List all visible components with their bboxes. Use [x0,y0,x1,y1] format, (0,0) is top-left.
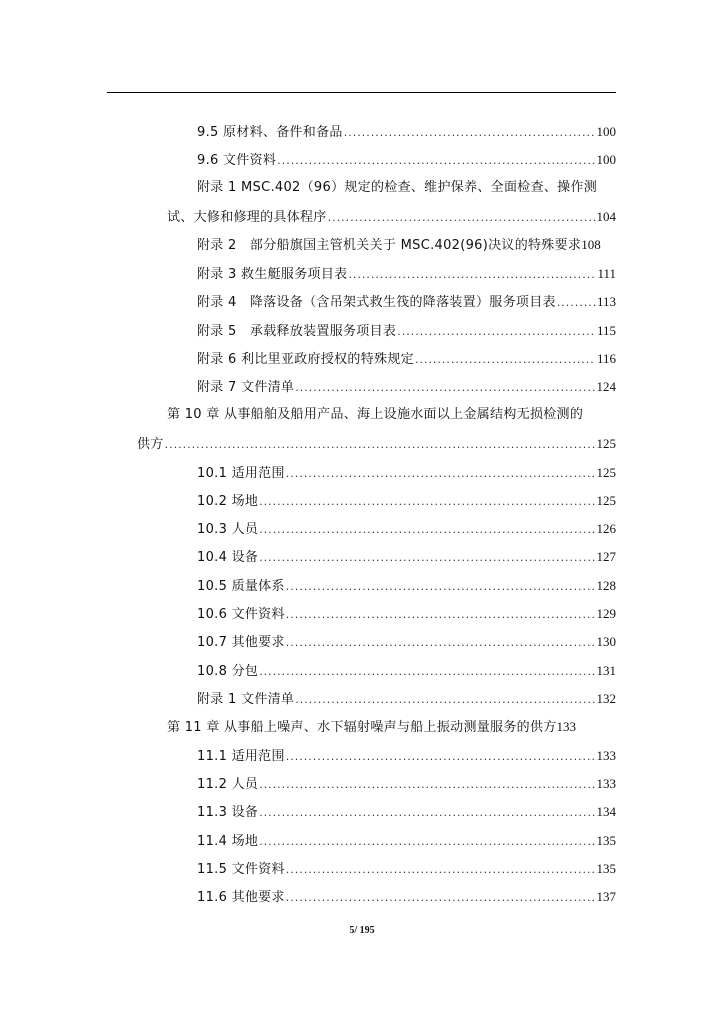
toc-entry[interactable] [197,746,616,766]
toc-entry[interactable] [197,491,616,511]
toc-leader-dots [259,832,595,852]
toc-entry-page: 133 [556,719,577,734]
toc-entry-page: 130 [596,634,616,649]
toc-entry-page: 116 [596,351,616,366]
toc-entry-title: 11.3 设备 [197,805,259,820]
toc-leader-dots [259,548,595,568]
toc-entry-page: 135 [596,833,616,848]
toc-entry[interactable] [197,887,616,907]
toc-entry-title: 供方 [137,437,164,452]
toc-entry[interactable] [197,576,616,596]
toc-entry-title: 9.5 原材料、备件和备品 [197,125,343,140]
toc-entry[interactable] [197,661,616,681]
toc-entry-title: 10.6 文件资料 [197,607,285,622]
toc-entry-title: 附录 3 救生艇服务项目表 [197,267,348,282]
toc-entry[interactable] [197,604,616,624]
toc-entry[interactable] [197,547,616,567]
toc-leader-dots [259,662,595,682]
toc-entry-page: 113 [596,294,616,309]
toc-entry[interactable] [197,831,616,851]
toc-leader-dots [259,775,595,795]
toc-leader-dots [165,435,596,455]
toc-entry[interactable] [197,689,616,709]
toc-entry-page: 133 [596,748,616,763]
toc-entry-title: 10.3 人员 [197,522,259,537]
toc-entry-page: 131 [596,663,616,678]
toc-entry[interactable] [197,321,616,341]
toc-entry-title: 附录 4 降落设备（含吊架式救生筏的降落装置）服务项目表 [197,295,556,310]
toc-entry-title: 11.1 适用范围 [197,749,285,764]
toc-leader-dots [328,208,596,228]
toc-entry[interactable] [167,207,616,227]
toc-entry[interactable] [197,859,616,879]
toc-entry-page: 125 [596,493,616,508]
toc-entry-title: 10.2 场地 [197,494,259,509]
toc-entry-page: 137 [596,889,616,904]
toc-entry-title: 11.5 文件资料 [197,862,285,877]
toc-entry-page: 125 [596,436,616,451]
toc-leader-dots [259,520,595,540]
toc-chapter-wrapped-title[interactable]: 第 10 章 从事船舶及船用产品、海上设施水面以上金属结构无损检测的 [167,407,584,422]
toc-leader-dots [286,747,596,767]
toc-entry[interactable] [197,802,616,822]
toc-entry[interactable] [197,264,616,284]
toc-leader-dots [397,322,596,342]
toc-entry-page: 124 [596,379,616,394]
toc-entry[interactable] [197,377,616,397]
toc-leader-dots [295,378,595,398]
toc-entry[interactable] [197,235,622,255]
toc-entry-title: 10.1 适用范围 [197,466,285,481]
toc-entry-page: 111 [597,266,616,281]
toc-entry[interactable] [197,632,616,652]
toc-leader-dots [415,350,596,370]
toc-entry-wrapped-title[interactable]: 附录 1 MSC.402（96）规定的检查、维护保养、全面检查、操作测 [197,180,598,195]
toc-entry-title: 10.5 质量体系 [197,579,285,594]
toc-leader-dots [259,803,595,823]
toc-leader-dots [295,690,595,710]
toc-entry-title: 试、大修和修理的具体程序 [167,210,327,225]
toc-entry-page: 135 [596,861,616,876]
toc-entry-page: 125 [596,465,616,480]
toc-entry[interactable] [197,519,616,539]
toc-entry[interactable] [197,122,616,142]
toc-leader-dots [277,151,595,171]
toc-leader-dots [286,464,596,484]
toc-entry-title: 9.6 文件资料 [197,153,277,168]
toc-leader-dots [286,860,596,880]
toc-entry[interactable] [197,292,616,312]
toc-entry-title: 10.4 设备 [197,550,259,565]
page-number-footer: 5/ 195 [349,925,375,936]
toc-entry[interactable] [197,150,616,170]
toc-entry-page: 127 [596,549,616,564]
toc-entry-page: 132 [596,691,616,706]
toc-entry-page: 129 [596,606,616,621]
toc-entry-page: 104 [596,209,616,224]
toc-entry-page: 133 [596,776,616,791]
toc-entry-page: 134 [596,804,616,819]
toc-entry-title: 第 11 章 从事船上噪声、水下辐射噪声与船上振动测量服务的供方 [167,720,557,735]
toc-leader-dots [286,633,596,653]
toc-entry-title: 附录 5 承载释放装置服务项目表 [197,324,397,339]
toc-entry[interactable] [197,349,616,369]
toc-entry-title: 11.6 其他要求 [197,890,285,905]
toc-leader-dots [348,265,596,285]
toc-leader-dots [259,492,595,512]
toc-leader-dots [286,577,596,597]
toc-entry-title: 10.8 分包 [197,664,259,679]
toc-entry-title: 附录 2 部分船旗国主管机关关于 MSC.402(96)决议的特殊要求 [197,238,582,253]
toc-leader-dots [286,888,596,908]
toc-entry[interactable] [197,774,616,794]
toc-entry[interactable] [197,463,616,483]
toc-entry-title: 附录 1 文件清单 [197,692,295,707]
toc-entry[interactable] [137,434,616,454]
toc-entry-title: 11.2 人员 [197,777,259,792]
toc-entry-page: 100 [596,124,616,139]
toc-entry-title: 11.4 场地 [197,834,259,849]
toc-entry-page: 108 [581,237,601,252]
toc-entry-page: 128 [596,578,616,593]
toc-entry-page: 100 [596,152,616,167]
toc-entry[interactable] [167,717,616,737]
toc-entry-page: 115 [596,323,616,338]
toc-leader-dots [344,123,596,143]
toc-entry-title: 附录 7 文件清单 [197,380,295,395]
toc-entry-title: 10.7 其他要求 [197,635,285,650]
toc-entry-page: 126 [596,521,616,536]
toc-leader-dots [557,293,596,313]
toc-entry-title: 附录 6 利比里亚政府授权的特殊规定 [197,352,414,367]
toc-leader-dots [286,605,596,625]
